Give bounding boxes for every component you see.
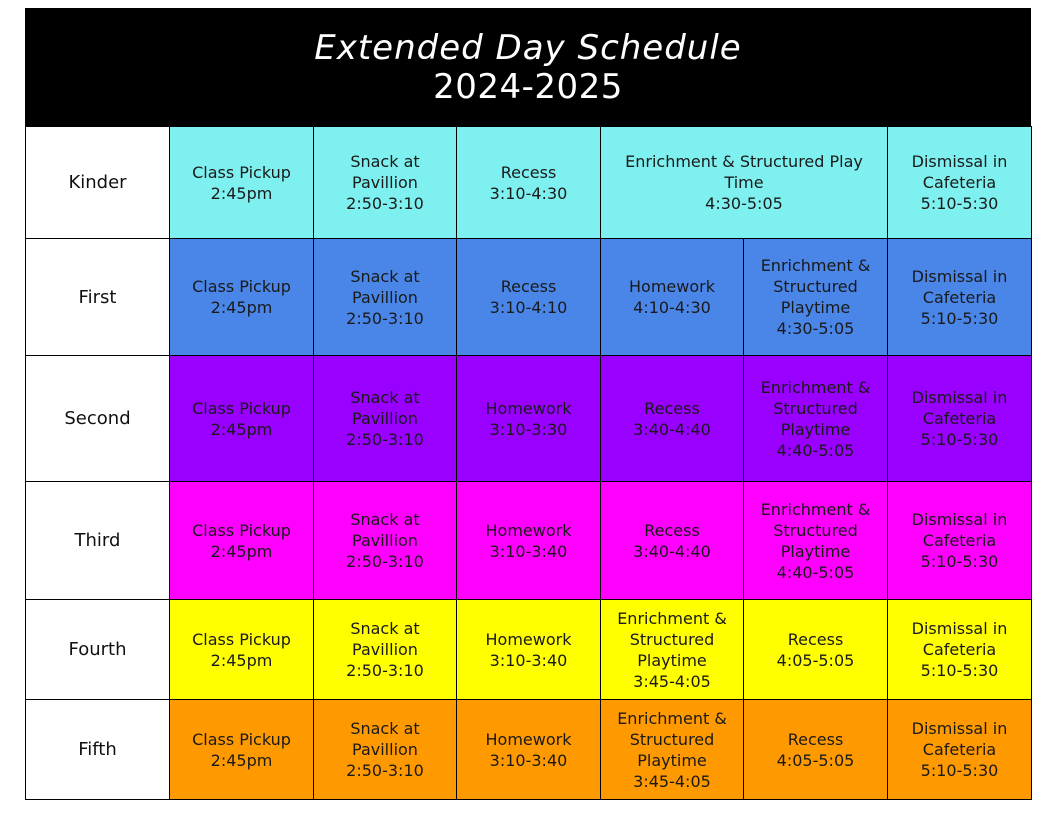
cell-dismissal: Dismissal in Cafeteria 5:10-5:30 xyxy=(888,700,1032,800)
schedule-table xyxy=(25,126,1032,800)
cell-snack: Snack at Pavillion 2:50-3:10 xyxy=(314,482,457,600)
cell-snack: Snack at Pavillion 2:50-3:10 xyxy=(314,700,457,800)
cell-homework: Homework 3:10-3:30 xyxy=(457,356,601,482)
cell-class-pickup: Class Pickup 2:45pm xyxy=(170,356,314,482)
cell-class-pickup: Class Pickup 2:45pm xyxy=(170,600,314,700)
cell-recess: Recess 4:05-5:05 xyxy=(744,700,888,800)
cell-enrichment: Enrichment & Structured Playtime 3:45-4:05 xyxy=(601,700,744,800)
row-third xyxy=(26,482,1032,600)
cell-homework: Homework 4:10-4:30 xyxy=(601,239,744,356)
cell-enrichment: Enrichment & Structured Playtime 4:40-5:05 xyxy=(744,356,888,482)
grade-label: Third xyxy=(26,482,170,600)
schedule-sheet xyxy=(25,8,1031,800)
cell-dismissal: Dismissal in Cafeteria 5:10-5:30 xyxy=(888,239,1032,356)
cell-snack: Snack at Pavillion 2:50-3:10 xyxy=(314,127,457,239)
row-fourth xyxy=(26,600,1032,700)
row-first xyxy=(26,239,1032,356)
cell-dismissal: Dismissal in Cafeteria 5:10-5:30 xyxy=(888,482,1032,600)
schedule-title: Extended Day Schedule xyxy=(314,28,742,68)
grade-label: Second xyxy=(26,356,170,482)
row-fifth xyxy=(26,700,1032,800)
schedule-header xyxy=(25,8,1031,126)
cell-class-pickup: Class Pickup 2:45pm xyxy=(170,482,314,600)
grade-label: Kinder xyxy=(26,127,170,239)
cell-recess: Recess 3:40-4:40 xyxy=(601,482,744,600)
cell-homework: Homework 3:10-3:40 xyxy=(457,600,601,700)
cell-enrichment: Enrichment & Structured Playtime 4:30-5:05 xyxy=(744,239,888,356)
cell-homework: Homework 3:10-3:40 xyxy=(457,700,601,800)
cell-snack: Snack at Pavillion 2:50-3:10 xyxy=(314,356,457,482)
cell-enrichment: Enrichment & Structured Playtime 3:45-4:05 xyxy=(601,600,744,700)
row-kinder xyxy=(26,127,1032,239)
cell-dismissal: Dismissal in Cafeteria 5:10-5:30 xyxy=(888,600,1032,700)
cell-class-pickup: Class Pickup 2:45pm xyxy=(170,127,314,239)
cell-class-pickup: Class Pickup 2:45pm xyxy=(170,239,314,356)
cell-recess: Recess 4:05-5:05 xyxy=(744,600,888,700)
cell-enrichment: Enrichment & Structured Play Time 4:30-5:05 xyxy=(601,127,888,239)
cell-snack: Snack at Pavillion 2:50-3:10 xyxy=(314,239,457,356)
grade-label: First xyxy=(26,239,170,356)
school-year: 2024-2025 xyxy=(433,67,623,107)
cell-homework: Homework 3:10-3:40 xyxy=(457,482,601,600)
row-second xyxy=(26,356,1032,482)
cell-dismissal: Dismissal in Cafeteria 5:10-5:30 xyxy=(888,356,1032,482)
cell-dismissal: Dismissal in Cafeteria 5:10-5:30 xyxy=(888,127,1032,239)
cell-recess: Recess 3:10-4:10 xyxy=(457,239,601,356)
cell-enrichment: Enrichment & Structured Playtime 4:40-5:05 xyxy=(744,482,888,600)
grade-label: Fifth xyxy=(26,700,170,800)
cell-recess: Recess 3:10-4:30 xyxy=(457,127,601,239)
cell-recess: Recess 3:40-4:40 xyxy=(601,356,744,482)
cell-snack: Snack at Pavillion 2:50-3:10 xyxy=(314,600,457,700)
grade-label: Fourth xyxy=(26,600,170,700)
cell-class-pickup: Class Pickup 2:45pm xyxy=(170,700,314,800)
